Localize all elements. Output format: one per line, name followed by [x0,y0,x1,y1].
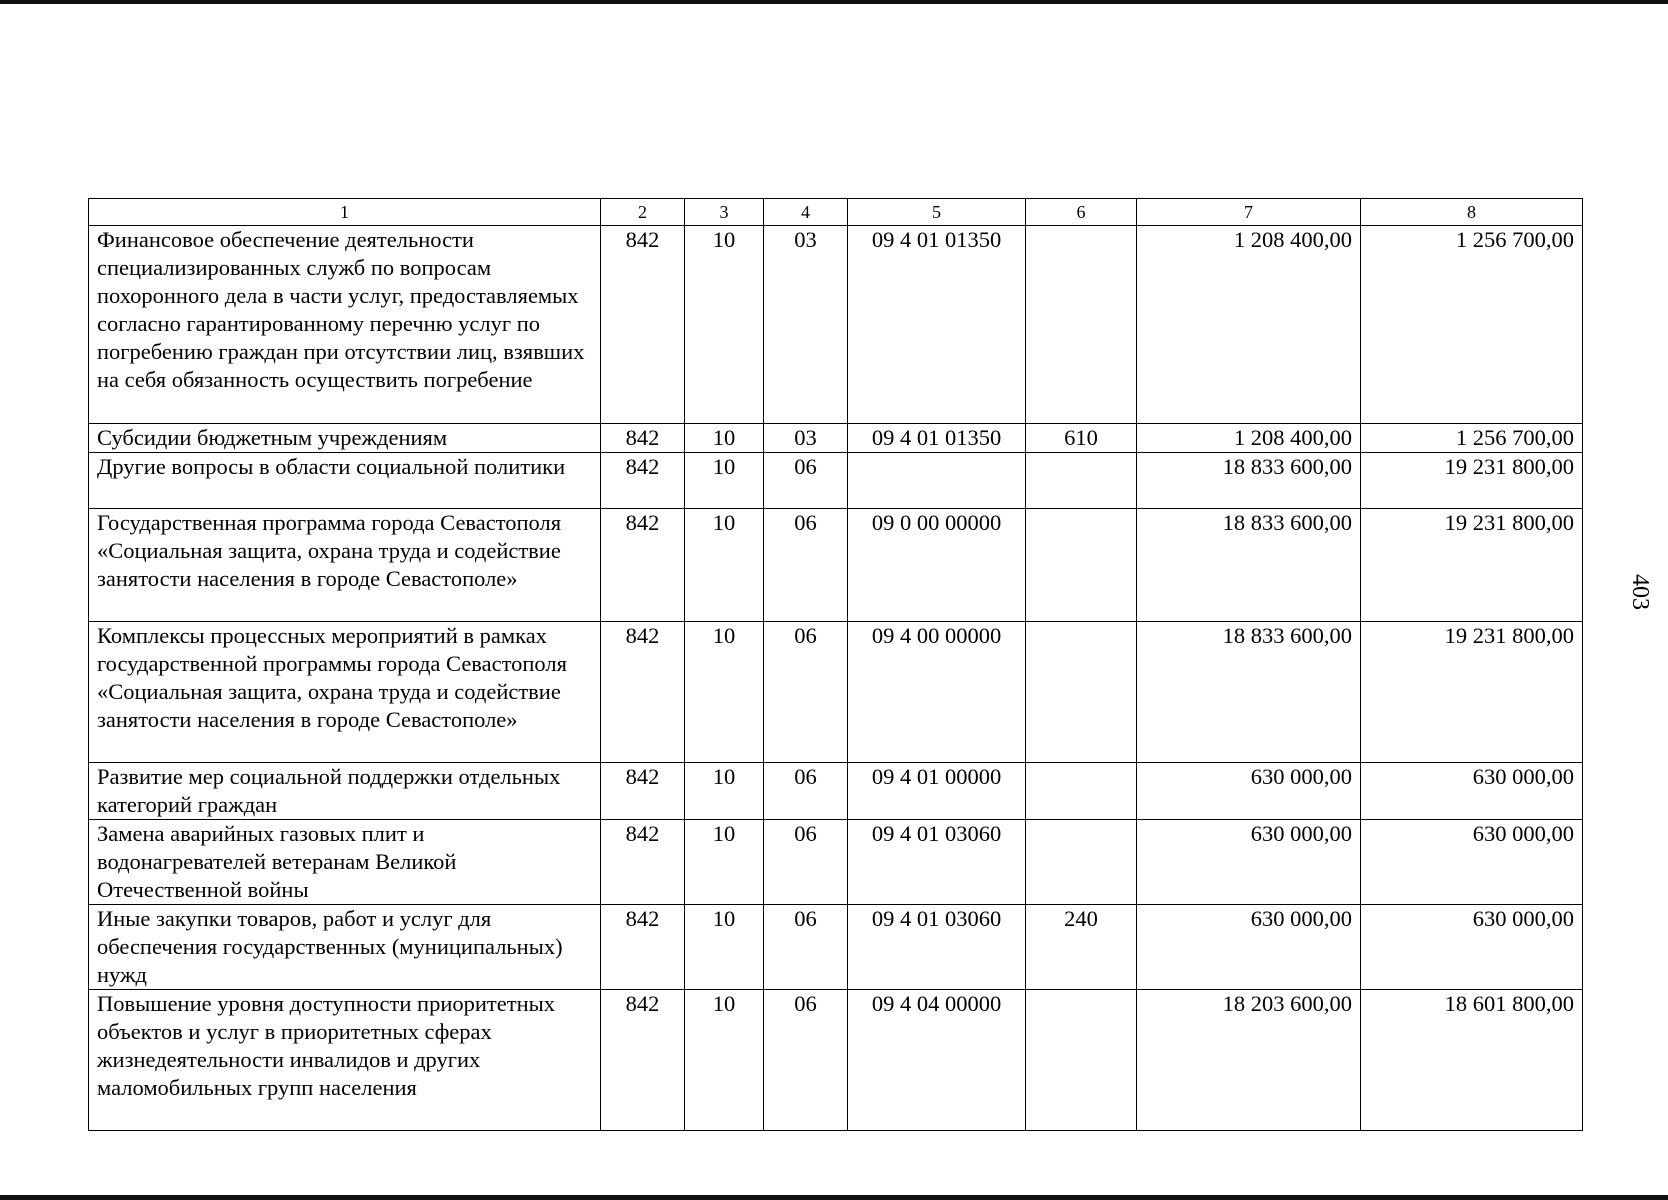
target-code-cell: 09 4 00 00000 [848,622,1026,763]
target-code-cell [848,453,1026,509]
subsection-cell: 06 [764,990,848,1131]
expense-type-cell [1026,990,1137,1131]
row-name-cell: Развитие мер социальной поддержки отдельных категорий граждан [89,763,601,820]
page-number: 403 [1627,574,1653,610]
section-cell: 10 [685,820,764,905]
section-cell: 10 [685,226,764,424]
row-name-cell: Другие вопросы в области социальной политики [89,453,601,509]
header-cell: 7 [1137,199,1361,226]
header-cell: 8 [1361,199,1583,226]
code-cell: 842 [601,905,685,990]
amount-cell: 630 000,00 [1361,820,1583,905]
table-row [89,622,1583,763]
amount-cell: 18 601 800,00 [1361,990,1583,1131]
target-code-cell: 09 4 01 01350 [848,226,1026,424]
header-cell: 6 [1026,199,1137,226]
amount-cell: 1 208 400,00 [1137,226,1361,424]
expense-type-cell [1026,226,1137,424]
code-cell: 842 [601,820,685,905]
table-row [89,226,1583,424]
budget-table [88,198,1583,1131]
row-name-cell: Финансовое обеспечение деятельности специализированных служб по вопросам похоронного дела в части услуг, предоставляемых согласно гарантированному перечню услуг по погребению граждан при отсутствии лиц, взявших на себя обязанность осуществить погребение [89,226,601,424]
row-name-cell: Иные закупки товаров, работ и услуг для обеспечения государственных (муниципальных) нужд [89,905,601,990]
row-name-cell: Государственная программа города Севастополя «Социальная защита, охрана труда и содействие занятости населения в городе Севастополе» [89,509,601,622]
header-cell: 1 [89,199,601,226]
expense-type-cell [1026,763,1137,820]
code-cell: 842 [601,763,685,820]
code-cell: 842 [601,226,685,424]
subsection-cell: 06 [764,453,848,509]
amount-cell: 630 000,00 [1361,905,1583,990]
target-code-cell: 09 4 01 01350 [848,424,1026,453]
subsection-cell: 06 [764,905,848,990]
code-cell: 842 [601,990,685,1131]
amount-cell: 1 256 700,00 [1361,424,1583,453]
section-cell: 10 [685,990,764,1131]
code-cell: 842 [601,453,685,509]
amount-cell: 630 000,00 [1137,820,1361,905]
target-code-cell: 09 0 00 00000 [848,509,1026,622]
target-code-cell: 09 4 01 03060 [848,905,1026,990]
amount-cell: 18 833 600,00 [1137,453,1361,509]
subsection-cell: 06 [764,509,848,622]
amount-cell: 1 256 700,00 [1361,226,1583,424]
table-row [89,820,1583,905]
scan-edge-bottom [0,1195,1668,1200]
amount-cell: 18 833 600,00 [1137,509,1361,622]
header-cell: 5 [848,199,1026,226]
code-cell: 842 [601,424,685,453]
code-cell: 842 [601,622,685,763]
row-name-cell: Комплексы процессных мероприятий в рамках государственной программы города Севастополя «Социальная защита, охрана труда и содействие занятости населения в городе Севастополе» [89,622,601,763]
subsection-cell: 06 [764,763,848,820]
expense-type-cell [1026,820,1137,905]
expense-type-cell [1026,509,1137,622]
amount-cell: 630 000,00 [1137,905,1361,990]
amount-cell: 19 231 800,00 [1361,453,1583,509]
target-code-cell: 09 4 01 03060 [848,820,1026,905]
section-cell: 10 [685,905,764,990]
section-cell: 10 [685,453,764,509]
section-cell: 10 [685,424,764,453]
expense-type-cell: 610 [1026,424,1137,453]
subsection-cell: 06 [764,820,848,905]
header-row [89,199,1583,226]
table-row [89,453,1583,509]
target-code-cell: 09 4 04 00000 [848,990,1026,1131]
amount-cell: 1 208 400,00 [1137,424,1361,453]
table-row [89,424,1583,453]
subsection-cell: 03 [764,424,848,453]
expense-type-cell [1026,453,1137,509]
subsection-cell: 06 [764,622,848,763]
section-cell: 10 [685,763,764,820]
amount-cell: 18 833 600,00 [1137,622,1361,763]
code-cell: 842 [601,509,685,622]
expense-type-cell: 240 [1026,905,1137,990]
amount-cell: 18 203 600,00 [1137,990,1361,1131]
table-row [89,990,1583,1131]
amount-cell: 630 000,00 [1137,763,1361,820]
table-row [89,763,1583,820]
section-cell: 10 [685,509,764,622]
header-cell: 2 [601,199,685,226]
amount-cell: 19 231 800,00 [1361,509,1583,622]
subsection-cell: 03 [764,226,848,424]
expense-type-cell [1026,622,1137,763]
table-row [89,905,1583,990]
target-code-cell: 09 4 01 00000 [848,763,1026,820]
table-row [89,509,1583,622]
amount-cell: 630 000,00 [1361,763,1583,820]
scan-edge-top [0,0,1668,4]
section-cell: 10 [685,622,764,763]
row-name-cell: Замена аварийных газовых плит и водонагревателей ветеранам Великой Отечественной войны [89,820,601,905]
amount-cell: 19 231 800,00 [1361,622,1583,763]
header-cell: 4 [764,199,848,226]
row-name-cell: Повышение уровня доступности приоритетных объектов и услуг в приоритетных сферах жизнедеятельности инвалидов и других маломобильных групп населения [89,990,601,1131]
header-cell: 3 [685,199,764,226]
row-name-cell: Субсидии бюджетным учреждениям [89,424,601,453]
